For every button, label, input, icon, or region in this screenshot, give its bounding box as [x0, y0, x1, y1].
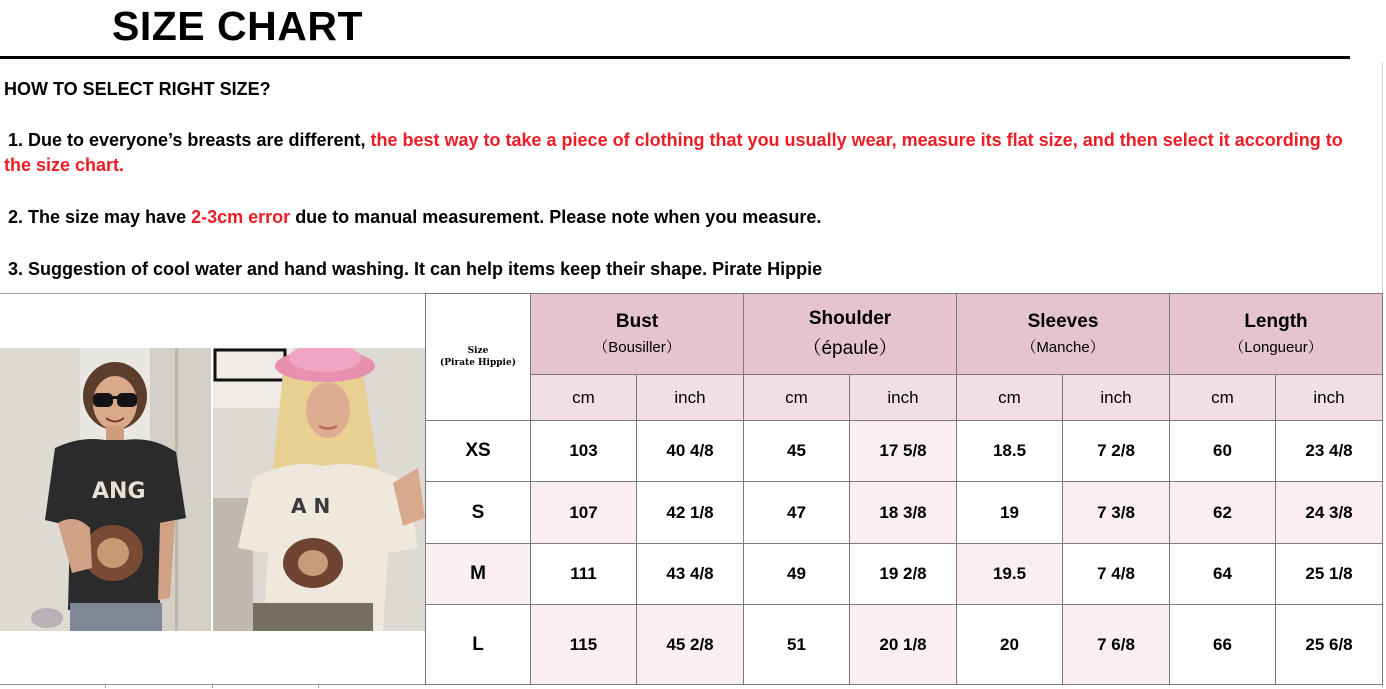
value-cell: 18 3/8	[850, 482, 957, 544]
note-1	[4, 128, 1374, 178]
unit-cell: cm	[744, 375, 850, 421]
unit-cell: cm	[531, 375, 637, 421]
column-header-shoulder	[744, 294, 957, 375]
value-cell: 23 4/8	[1276, 421, 1383, 482]
column-title: Shoulder	[808, 308, 892, 329]
size-header-brand: (Pirate Hippie)	[440, 358, 516, 368]
unit-cell: inch	[1063, 375, 1170, 421]
size-header-label: Size	[467, 346, 489, 356]
value-cell: 43 4/8	[637, 544, 744, 605]
note-2	[8, 205, 1378, 230]
column-title: Length	[1244, 311, 1308, 332]
value-cell: 19 2/8	[850, 544, 957, 605]
unit-row	[426, 375, 1383, 421]
size-cell: L	[426, 605, 531, 685]
svg-text:ANG: ANG	[92, 479, 146, 504]
table-row	[426, 605, 1383, 685]
table-header-row	[426, 294, 1383, 375]
value-cell: 19.5	[957, 544, 1063, 605]
photo-bottom-tick	[105, 684, 106, 688]
unit-cell: inch	[1276, 375, 1383, 421]
column-header-bust	[531, 294, 744, 375]
value-cell: 17 5/8	[850, 421, 957, 482]
table-row	[426, 421, 1383, 482]
value-cell: 60	[1170, 421, 1276, 482]
note-3: 3. Suggestion of cool water and hand washing. It can help items keep their shape. Pirate Hippie	[8, 259, 823, 279]
size-cell: XS	[426, 421, 531, 482]
product-photo-2	[213, 348, 425, 631]
column-subtitle: （épaule）	[802, 338, 898, 359]
column-header-length	[1170, 294, 1383, 375]
value-cell: 19	[957, 482, 1063, 544]
value-cell: 25 1/8	[1276, 544, 1383, 605]
column-header-sleeves	[957, 294, 1170, 375]
unit-cell: inch	[850, 375, 957, 421]
value-cell: 20 1/8	[850, 605, 957, 685]
value-cell: 18.5	[957, 421, 1063, 482]
table-row	[426, 482, 1383, 544]
size-header-cell	[426, 294, 531, 421]
value-cell: 66	[1170, 605, 1276, 685]
note-1-highlight: the best way to take a piece of clothing that you usually wear, measure its flat size, and then select it according to the size chart.	[4, 130, 1343, 175]
size-cell: S	[426, 482, 531, 544]
page-title: SIZE CHART	[112, 3, 363, 49]
note-2-text-a: 2. The size may have	[8, 207, 187, 227]
title-divider	[0, 56, 1350, 59]
guide-heading: HOW TO SELECT RIGHT SIZE?	[4, 79, 271, 99]
value-cell: 51	[744, 605, 850, 685]
value-cell: 107	[531, 482, 637, 544]
value-cell: 45 2/8	[637, 605, 744, 685]
column-subtitle: （Manche）	[1021, 339, 1105, 356]
value-cell: 7 3/8	[1063, 482, 1170, 544]
note-1-text: 1. Due to everyone’s breasts are different,	[8, 130, 366, 150]
photo-bottom-tick	[318, 684, 319, 688]
value-cell: 45	[744, 421, 850, 482]
note-2-highlight: 2-3cm error	[191, 207, 291, 227]
value-cell: 115	[531, 605, 637, 685]
value-cell: 47	[744, 482, 850, 544]
value-cell: 40 4/8	[637, 421, 744, 482]
note-2-text-b: due to manual measurement. Please note when you measure.	[295, 207, 822, 227]
size-cell: M	[426, 544, 531, 605]
value-cell: 25 6/8	[1276, 605, 1383, 685]
value-cell: 111	[531, 544, 637, 605]
unit-cell: inch	[637, 375, 744, 421]
column-title: Bust	[615, 311, 659, 332]
value-cell: 42 1/8	[637, 482, 744, 544]
value-cell: 64	[1170, 544, 1276, 605]
svg-text:A N: A N	[291, 494, 331, 518]
value-cell: 62	[1170, 482, 1276, 544]
value-cell: 20	[957, 605, 1063, 685]
unit-cell: cm	[1170, 375, 1276, 421]
photo-bottom-tick	[212, 684, 213, 688]
value-cell: 7 2/8	[1063, 421, 1170, 482]
table-row	[426, 544, 1383, 605]
column-title: Sleeves	[1027, 311, 1099, 332]
column-subtitle: （Longueur）	[1229, 339, 1323, 356]
value-cell: 49	[744, 544, 850, 605]
value-cell: 7 4/8	[1063, 544, 1170, 605]
unit-cell: cm	[957, 375, 1063, 421]
value-cell: 24 3/8	[1276, 482, 1383, 544]
value-cell: 7 6/8	[1063, 605, 1170, 685]
size-chart-table	[425, 293, 1383, 685]
column-subtitle: （Bousiller）	[593, 339, 681, 356]
product-photo-1	[0, 348, 211, 631]
value-cell: 103	[531, 421, 637, 482]
